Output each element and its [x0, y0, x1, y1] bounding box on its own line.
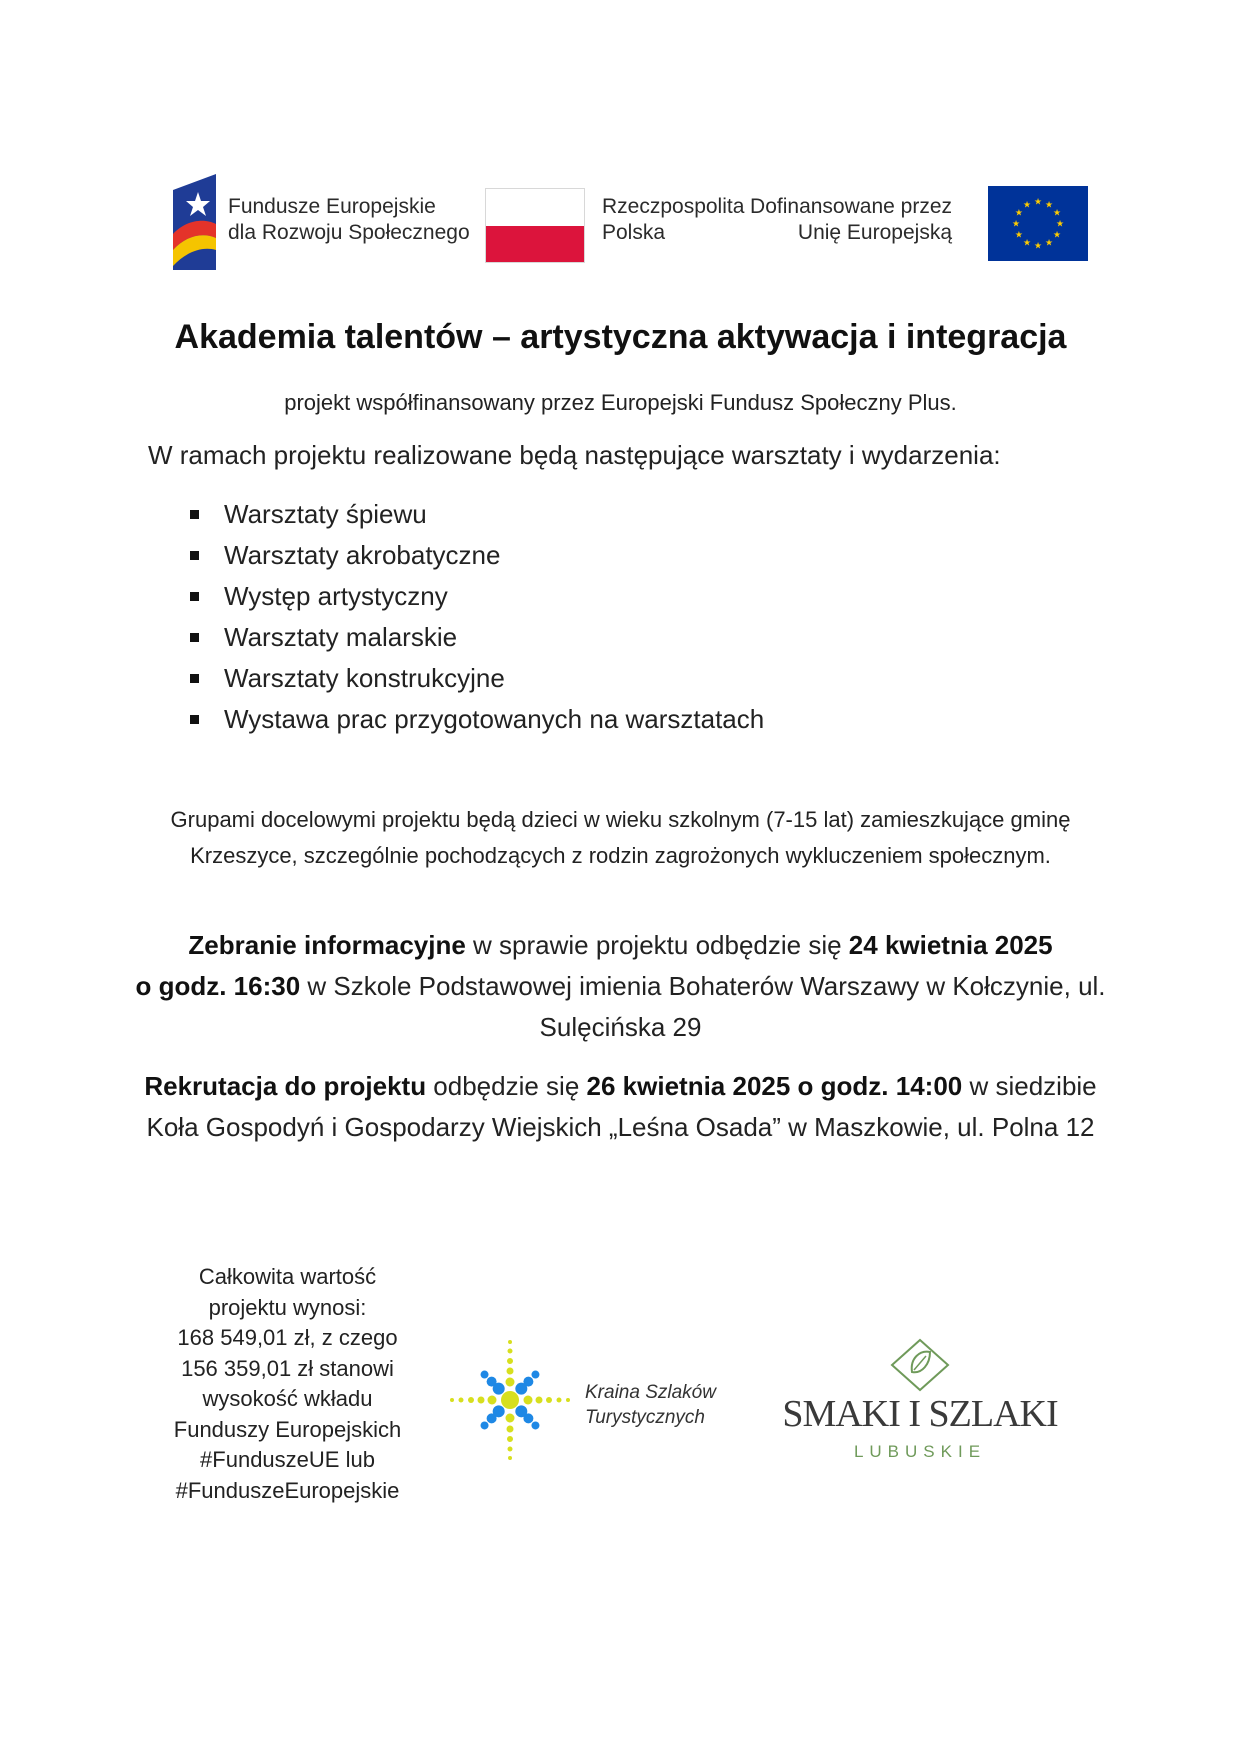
- smaki-name: SMAKI I SZLAKI: [782, 1393, 1058, 1435]
- burst-dot: [508, 1456, 512, 1460]
- list-item: Wystawa prac przygotowanych na warsztatach: [190, 699, 764, 740]
- burst-dot: [481, 1421, 489, 1429]
- fe-line1: Fundusze Europejskie: [228, 195, 436, 218]
- burst-dot: [531, 1421, 539, 1429]
- recruitment-location: w siedzibie Koła Gospodyń i Gospodarzy Wiejskich „Leśna Osada” w Maszkowie, ul. Polna 12: [146, 1071, 1097, 1142]
- pl-line1: Rzeczpospolita: [602, 195, 745, 218]
- recruitment-label: Rekrutacja do projektu: [144, 1071, 427, 1101]
- sunburst-icon: [445, 1335, 575, 1465]
- burst-dot: [523, 1413, 533, 1423]
- logo-bar: [160, 168, 1090, 283]
- burst-dot: [501, 1391, 519, 1409]
- meeting-location: w Szkole Podstawowej imienia Bohaterów Warszawy w Kołczynie, ul. Sulęcińska 29: [300, 971, 1106, 1042]
- target-group-text: Grupami docelowymi projektu będą dzieci w wieku szkolnym (7-15 lat) zamieszkujące gminę Krzeszyce, szczególnie pochodzących z rodzin zagrożonych wykluczeniem społecznym.: [170, 807, 1071, 868]
- eu-star-icon: ★: [1053, 207, 1062, 218]
- eu-logo-text: [750, 194, 952, 246]
- burst-dot: [506, 1378, 515, 1387]
- value-line: 156 359,01 zł stanowi: [181, 1355, 394, 1381]
- eu-star-icon: ★: [1022, 237, 1032, 248]
- fundusze-europejskie-logo-icon: [168, 172, 218, 272]
- fe-logo-text: [228, 194, 470, 246]
- list-item: Warsztaty malarskie: [190, 617, 764, 658]
- smaki-region: LUBUSKIE: [853, 1442, 987, 1461]
- polish-flag-icon: [485, 188, 585, 263]
- recruitment-datetime: 26 kwietnia 2025 o godz. 14:00: [586, 1071, 963, 1101]
- value-line: Funduszy Europejskich: [173, 1416, 402, 1442]
- eu-star-icon: ★: [1044, 237, 1054, 248]
- fe-line2: dla Rozwoju Społecznego: [228, 221, 470, 244]
- meeting-date: 24 kwietnia 2025: [848, 930, 1053, 960]
- eu-star-icon: ★: [1033, 240, 1043, 251]
- burst-dot: [506, 1414, 515, 1423]
- burst-dot: [566, 1398, 570, 1402]
- project-value-text: [150, 1262, 425, 1506]
- burst-dot: [507, 1436, 513, 1442]
- burst-dot: [508, 1340, 512, 1344]
- pl-line2: Polska: [602, 221, 666, 244]
- eu-star-icon: ★: [1053, 229, 1062, 240]
- activities-list: [190, 494, 764, 740]
- burst-dot: [507, 1358, 513, 1364]
- bullet-icon: [190, 510, 199, 519]
- smaki-i-szlaki-logo: [760, 1330, 1080, 1480]
- kraina-line2: Turystycznych: [585, 1407, 706, 1428]
- burst-dot: [487, 1377, 497, 1387]
- bullet-icon: [190, 715, 199, 724]
- meeting-info: [130, 925, 1111, 1048]
- kraina-logo-text: [585, 1380, 716, 1430]
- bullet-icon: [190, 592, 199, 601]
- burst-dot: [523, 1377, 533, 1387]
- burst-dot: [507, 1426, 514, 1433]
- kraina-szlakow-logo: [445, 1330, 745, 1470]
- eu-flag-icon: [988, 186, 1088, 261]
- burst-dot: [459, 1398, 464, 1403]
- eu-star-icon: ★: [1014, 229, 1023, 240]
- eu-line1: Dofinansowane przez: [750, 195, 952, 218]
- burst-dot: [536, 1397, 543, 1404]
- eu-star-icon: ★: [1022, 199, 1032, 210]
- leaf-diamond-icon: [890, 1338, 950, 1392]
- value-line: wysokość wkładu: [202, 1386, 373, 1411]
- burst-dot: [508, 1447, 513, 1452]
- burst-dot: [468, 1397, 474, 1403]
- pl-logo-text: [602, 194, 744, 246]
- eu-star-icon: ★: [1011, 218, 1021, 229]
- list-item: Występ artystyczny: [190, 576, 764, 617]
- eu-star-icon: ★: [1055, 218, 1065, 229]
- burst-dot: [450, 1398, 454, 1402]
- burst-dot: [508, 1349, 513, 1354]
- value-line: #FunduszeUE lub: [200, 1447, 375, 1472]
- meeting-label: Zebranie informacyjne: [188, 930, 466, 960]
- recruitment-text1: odbędzie się: [426, 1071, 587, 1101]
- burst-dot: [507, 1368, 514, 1375]
- eu-star-icon: ★: [1014, 207, 1023, 218]
- list-item: Warsztaty śpiewu: [190, 494, 764, 535]
- value-line: 168 549,01 zł, z czego: [177, 1325, 398, 1350]
- bullet-icon: [190, 551, 199, 560]
- burst-dot: [487, 1413, 497, 1423]
- page-title: Akademia talentów – artystyczna aktywacja i integracja: [174, 318, 1067, 356]
- meeting-time: o godz. 16:30: [135, 971, 301, 1001]
- burst-dot: [546, 1397, 552, 1403]
- burst-dot: [481, 1371, 489, 1379]
- list-item: Warsztaty konstrukcyjne: [190, 658, 764, 699]
- list-item: Warsztaty akrobatyczne: [190, 535, 764, 576]
- burst-dot: [531, 1371, 539, 1379]
- page-subtitle: projekt współfinansowany przez Europejski Fundusz Społeczny Plus.: [284, 390, 957, 415]
- intro-text: W ramach projektu realizowane będą następujące warsztaty i wydarzenia:: [148, 440, 1001, 470]
- bullet-icon: [190, 674, 199, 683]
- recruitment-info: [130, 1066, 1111, 1148]
- eu-star-icon: ★: [1044, 199, 1054, 210]
- eu-star-icon: ★: [1033, 196, 1043, 207]
- burst-dot: [478, 1397, 485, 1404]
- burst-dot: [557, 1398, 562, 1403]
- value-line: projektu wynosi:: [208, 1294, 367, 1320]
- value-line: Całkowita wartość: [198, 1264, 377, 1289]
- kraina-line1: Kraina Szlaków: [585, 1382, 716, 1403]
- value-line: #FunduszeEuropejskie: [175, 1477, 400, 1503]
- eu-line2: Unię Europejską: [797, 221, 952, 244]
- burst-dot: [488, 1396, 497, 1405]
- bullet-icon: [190, 633, 199, 642]
- meeting-text1: w sprawie projektu odbędzie się: [465, 930, 849, 960]
- burst-dot: [524, 1396, 533, 1405]
